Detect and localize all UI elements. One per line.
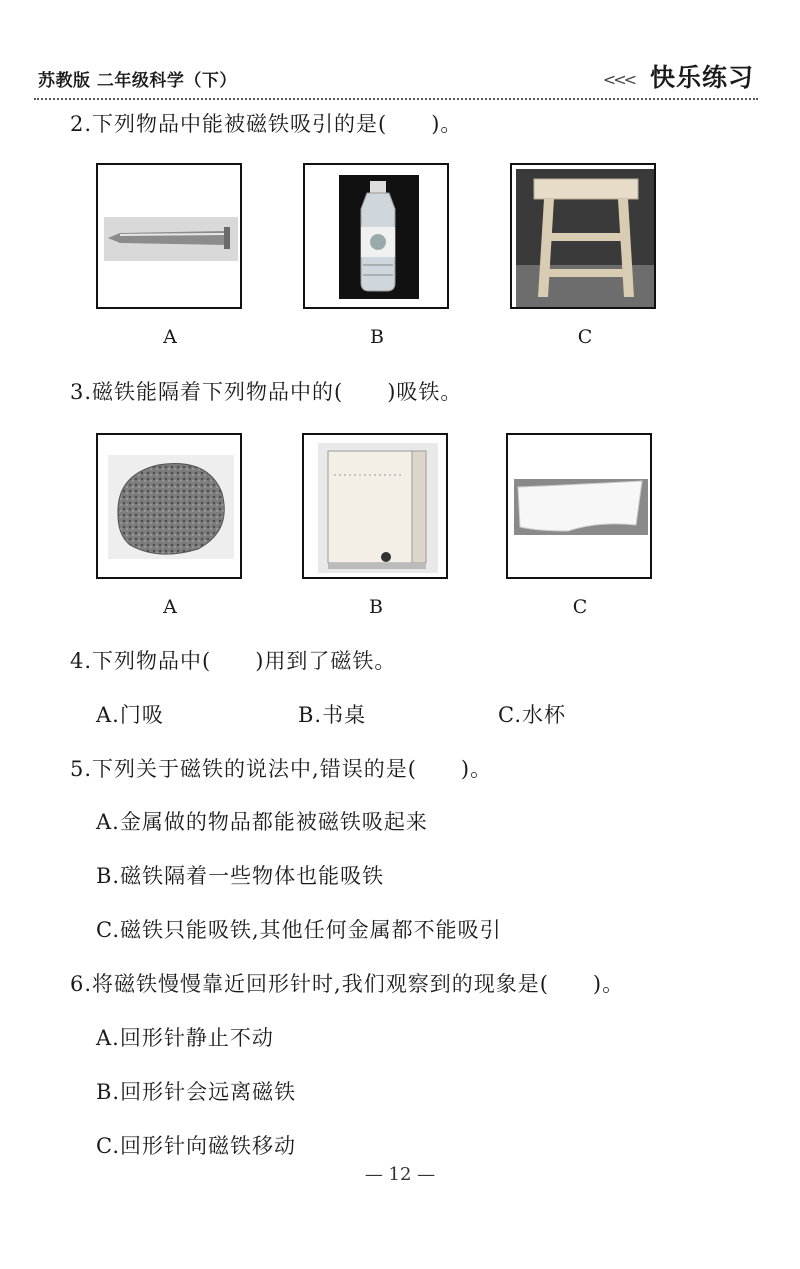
question-6: 6.将磁铁慢慢靠近回形针时,我们观察到的现象是( )。 <box>70 972 625 996</box>
q6-option-c: C.回形针向磁铁移动 <box>96 1134 296 1158</box>
question-5: 5.下列关于磁铁的说法中,错误的是( )。 <box>70 757 493 781</box>
option-b-label: B <box>370 326 384 348</box>
q5-option-a: A.金属做的物品都能被磁铁吸起来 <box>96 810 428 834</box>
question-3: 3.磁铁能隔着下列物品中的( )吸铁。 <box>70 380 463 404</box>
question-4: 4.下列物品中( )用到了磁铁。 <box>70 649 397 673</box>
stone-image <box>98 435 242 579</box>
option-c-image <box>510 163 656 309</box>
q5-option-b: B.磁铁隔着一些物体也能吸铁 <box>96 864 385 888</box>
option-c-image <box>506 433 652 579</box>
question-2: 2.下列物品中能被磁铁吸引的是( )。 <box>70 112 463 136</box>
q6-option-b: B.回形针会远离磁铁 <box>96 1080 297 1104</box>
option-b-image <box>303 163 449 309</box>
option-a-image <box>96 163 242 309</box>
option-b-image <box>302 433 448 579</box>
option-a-label: A <box>163 596 177 618</box>
q5-option-c: C.磁铁只能吸铁,其他任何金属都不能吸引 <box>96 918 502 942</box>
option-c-label: C <box>572 596 588 618</box>
option-c-label: C <box>577 326 593 348</box>
option-a-image <box>96 433 242 579</box>
chevron-left-icon: <<< <box>602 70 634 89</box>
q6-option-a: A.回形针静止不动 <box>96 1026 274 1050</box>
option-a-label: A <box>163 326 177 348</box>
q4-option-b: B.书桌 <box>298 703 367 727</box>
option-b-label: B <box>369 596 383 618</box>
page-number: — 12 — <box>364 1164 436 1185</box>
wooden-box-image <box>304 435 448 579</box>
book-title: 苏教版 二年级科学（下） <box>38 71 237 91</box>
section-title: 快乐练习 <box>649 63 754 92</box>
q4-option-c: C.水杯 <box>498 703 566 727</box>
nail-image <box>98 165 242 309</box>
water-bottle-image <box>305 165 449 309</box>
page-header <box>34 58 758 100</box>
wooden-stool-image <box>512 165 656 309</box>
paper-sheet-image <box>508 435 652 579</box>
q4-option-a: A.门吸 <box>96 703 164 727</box>
